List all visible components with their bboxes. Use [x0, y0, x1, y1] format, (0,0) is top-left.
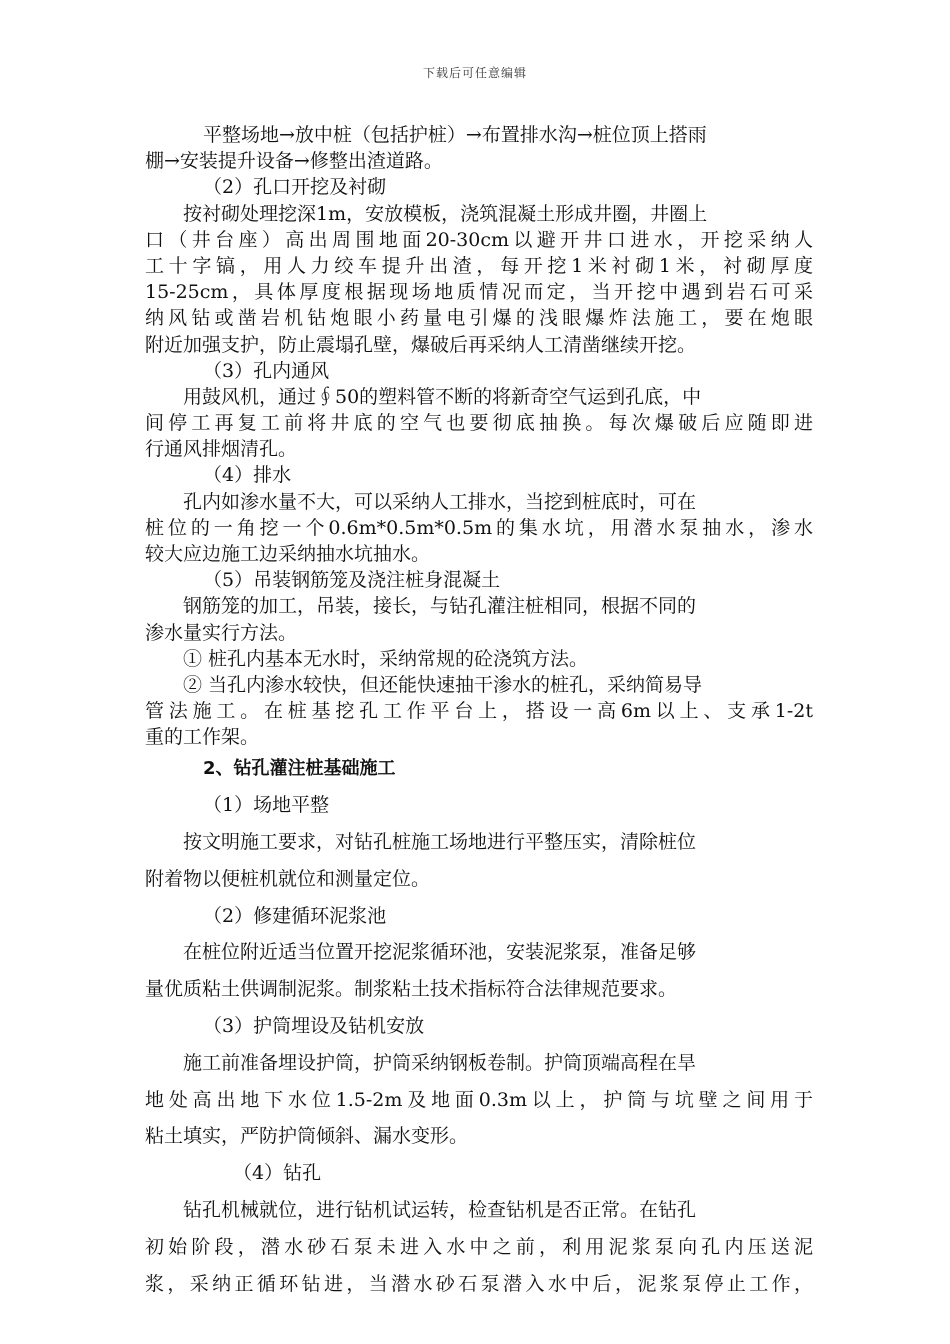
text-line: 钻孔机械就位，进行钻机试运转，检查钻机是否正常。在钻孔 — [183, 1199, 697, 1222]
text-line: ① 桩孔内基本无水时，采纳常规的砼浇筑方法。 — [183, 647, 589, 670]
text-line: （4）排水 — [203, 464, 292, 487]
text-line: 行通风排烟清孔。 — [145, 438, 298, 461]
text-line: （2）修建循环泥浆池 — [203, 904, 387, 927]
text-line: （5）吊装钢筋笼及浇注桩身混凝土 — [203, 569, 501, 592]
text-line: 渗水量实行方法。 — [145, 621, 298, 644]
text-line: （2）孔口开挖及衬砌 — [203, 176, 387, 199]
text-line: 附着物以便桩机就位和测量定位。 — [145, 867, 431, 890]
document-body — [145, 122, 813, 1302]
text-line: 地处高出地下水位1.5-2m及地面0.3m以上，护筒与坑壁之间用于 — [145, 1088, 813, 1111]
text-line: 桩位的一角挖一个0.6m*0.5m*0.5m的集水坑，用潜水泵抽水，渗水 — [145, 516, 813, 539]
text-line: 管法施工。在桩基挖孔工作平台上，搭设一高6m以上、支承1-2t — [145, 700, 813, 723]
text-line: （3）孔内通风 — [203, 359, 330, 382]
text-line: （1）场地平整 — [203, 794, 330, 817]
text-line: 间停工再复工前将井底的空气也要彻底抽换。每次爆破后应随即进 — [145, 412, 813, 435]
text-line: 粘土填实，严防护筒倾斜、漏水变形。 — [145, 1125, 469, 1148]
text-line: 口（井台座）高出周围地面20-30cm以避开井口进水，开挖采纳人 — [145, 228, 813, 251]
text-line: 钢筋笼的加工，吊装，接长，与钻孔灌注桩相同，根据不同的 — [183, 595, 697, 618]
text-line: 纳风钻或凿岩机钻炮眼小药量电引爆的浅眼爆炸法施工，要在炮眼 — [145, 307, 813, 330]
text-line: 重的工作架。 — [145, 726, 260, 749]
text-line: 用鼓风机，通过∮50的塑料管不断的将新奇空气运到孔底，中 — [183, 385, 702, 408]
text-line: 棚→安装提升设备→修整出渣道路。 — [145, 150, 443, 173]
text-line: 在桩位附近适当位置开挖泥浆循环池，安装泥浆泵，准备足够 — [183, 941, 697, 964]
text-line: 按衬砌处理挖深1m，安放模板，浇筑混凝土形成井圈，井圈上 — [183, 202, 708, 225]
text-line: 量优质粘土供调制泥浆。制浆粘土技术指标符合法律规范要求。 — [145, 978, 678, 1001]
text-line: ② 当孔内渗水较快，但还能快速抽干渗水的桩孔，采纳简易导 — [183, 673, 703, 696]
text-line: 孔内如渗水量不大，可以采纳人工排水，当挖到桩底时，可在 — [183, 490, 697, 513]
text-line: 较大应边施工边采纳抽水坑抽水。 — [145, 543, 431, 565]
text-line: （4）钻孔 — [233, 1162, 322, 1185]
text-line: 浆，采纳正循环钻进，当潜水砂石泵潜入水中后，泥浆泵停止工作， — [145, 1272, 813, 1295]
text-line: 附近加强支护，防止震塌孔壁，爆破后再采纳人工清凿继续开挖。 — [145, 333, 697, 356]
text-line: （3）护筒埋设及钻机安放 — [203, 1015, 425, 1038]
section-heading: 2、钻孔灌注桩基础施工 — [203, 757, 396, 779]
text-line: 工十字镐，用人力绞车提升出渣，每开挖1米衬砌1米，衬砌厚度 — [145, 254, 813, 277]
text-line: 15-25cm，具体厚度根据现场地质情况而定，当开挖中遇到岩石可采 — [145, 281, 813, 304]
text-line: 施工前准备埋设护筒，护筒采纳钢板卷制。护筒顶端高程在旱 — [183, 1051, 697, 1074]
text-line: 初始阶段，潜水砂石泵未进入水中之前，利用泥浆泵向孔内压送泥 — [145, 1235, 813, 1258]
text-line: 平整场地→放中桩（包括护桩）→布置排水沟→桩位顶上搭雨 — [203, 124, 707, 146]
text-line: 按文明施工要求，对钻孔桩施工场地进行平整压实，清除桩位 — [183, 831, 697, 854]
page-header: 下载后可任意编辑 — [422, 66, 527, 80]
